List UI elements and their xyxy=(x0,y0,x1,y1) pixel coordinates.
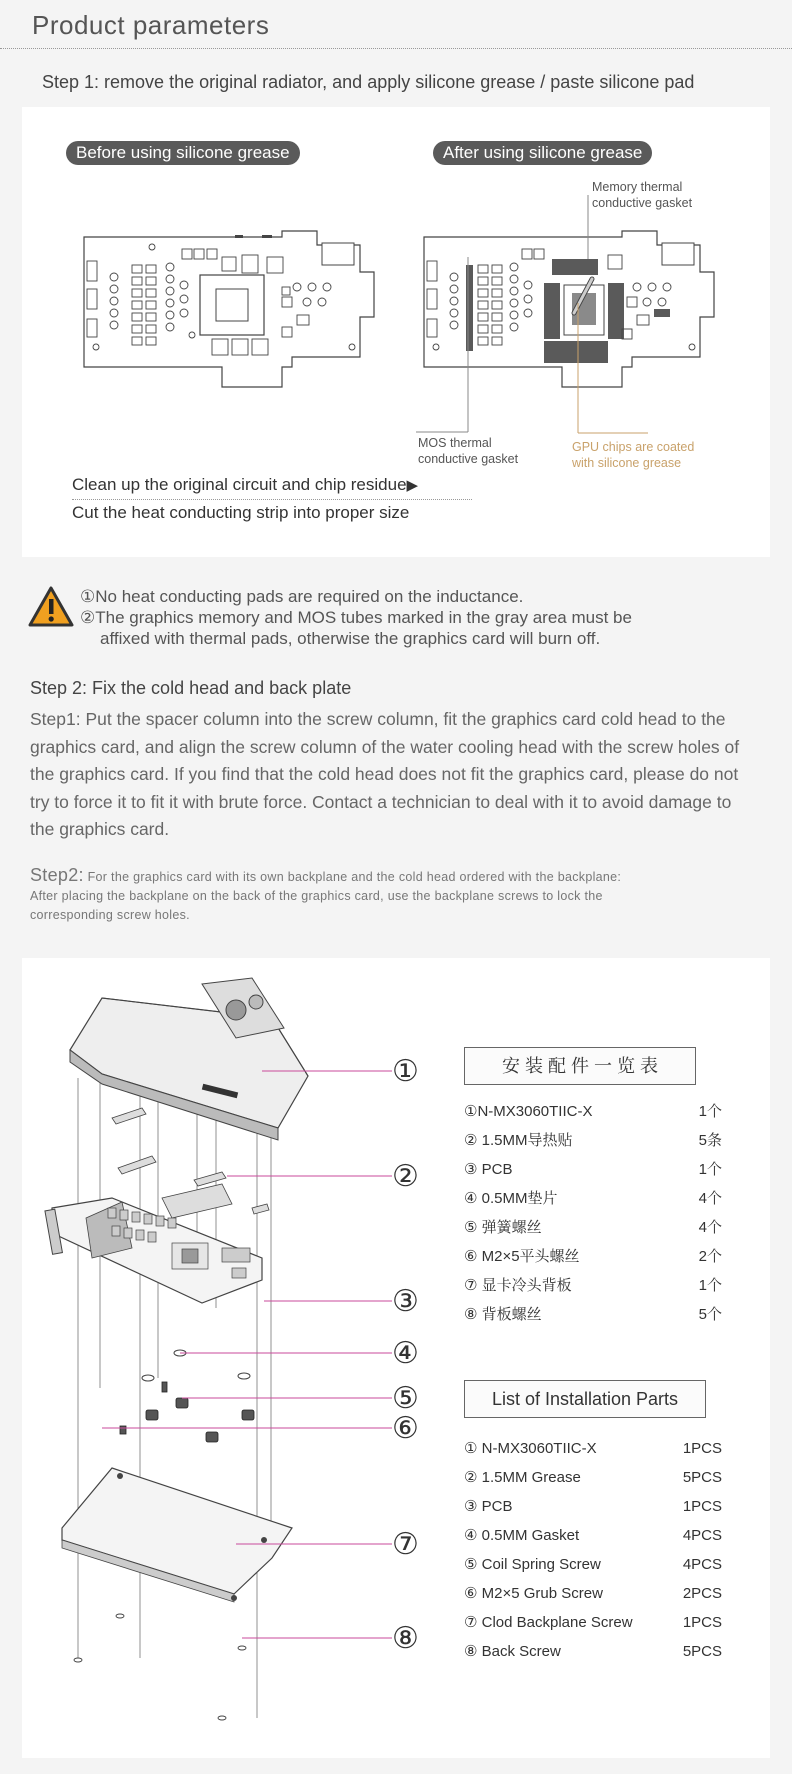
callout-8: ⑧ xyxy=(392,1622,419,1655)
cut-instruction: Cut the heat conducting strip into proper size xyxy=(72,503,410,522)
parts-en-row: ⑧ Back Screw 5PCS xyxy=(464,1643,722,1660)
parts-en-row: ② 1.5MM Grease 5PCS xyxy=(464,1469,722,1486)
warning-item-2: ②The graphics memory and MOS tubes marked in the gray area must be xyxy=(80,608,632,627)
parts-cn-row: ⑤ 弹簧螺丝 4个 xyxy=(464,1219,722,1236)
gpu-annotation: GPU chips are coated with silicone grease xyxy=(572,440,695,470)
after-label: After using silicone grease xyxy=(433,141,652,165)
parts-cn-row: ⑦ 显卡冷头背板 1个 xyxy=(464,1277,722,1294)
parts-cn-row: ③ PCB 1个 xyxy=(464,1161,722,1178)
step2-body: Step1: Put the spacer column into the screw column, fit the graphics card cold head to the graphics card, and align the screw column of the water cooling head with the screw holes of the graphics card. If you find that the cold head does not fit the graphics card, please do not try to force it to fit it with brute force. Contact a technician to deal with it to avoid damage to the graphics card. xyxy=(30,709,740,839)
parts-cn-row: ② 1.5MM导热贴 5条 xyxy=(464,1132,722,1149)
callout-3: ③ xyxy=(392,1285,419,1318)
callout-1: ① xyxy=(392,1055,419,1088)
step1-panel xyxy=(22,107,770,557)
warning-icon xyxy=(28,586,74,628)
instruction-divider xyxy=(72,499,472,500)
memory-annotation: Memory thermal conductive gasket xyxy=(592,180,693,210)
mos-annotation: MOS thermal conductive gasket xyxy=(418,436,519,466)
page-title: Product parameters xyxy=(32,10,270,40)
step2-backplane-note: Step2: For the graphics card with its own backplane and the cold head ordered with the backplane: After placing the backplane on the back of the graphics card, use the backplane screws to lock the corresponding screw holes. xyxy=(30,865,622,922)
step2-title: Step 2: Fix the cold head and back plate xyxy=(30,678,352,698)
assembly-panel xyxy=(22,958,770,1758)
warning-item-2-cont: affixed with thermal pads, otherwise the graphics card will burn off. xyxy=(100,629,601,648)
parts-cn-row: ⑧ 背板螺丝 5个 xyxy=(464,1306,722,1323)
parts-cn-row: ⑥ M2×5平头螺丝 2个 xyxy=(464,1248,722,1265)
step1-title: Step 1: remove the original radiator, and apply silicone grease / paste silicone pad xyxy=(42,72,695,92)
parts-en-row: ① N-MX3060TIIC-X 1PCS xyxy=(464,1440,722,1457)
before-label: Before using silicone grease xyxy=(66,141,300,165)
callout-2: ② xyxy=(392,1160,419,1193)
parts-en-row: ⑥ M2×5 Grub Screw 2PCS xyxy=(464,1585,722,1602)
parts-cn-title: 安 装 配 件 一 览 表 xyxy=(464,1047,696,1085)
header-divider xyxy=(0,48,792,49)
parts-en-title: List of Installation Parts xyxy=(464,1380,706,1418)
callout-7: ⑦ xyxy=(392,1528,419,1561)
clean-instruction: Clean up the original circuit and chip residue▶ xyxy=(72,475,419,494)
warning-item-1: ①No heat conducting pads are required on the inductance. xyxy=(80,587,524,606)
callout-5: ⑤ xyxy=(392,1382,419,1415)
parts-cn-row: ①N-MX3060TIIC-X 1个 xyxy=(464,1103,722,1120)
parts-en-row: ⑤ Coil Spring Screw 4PCS xyxy=(464,1556,722,1573)
parts-en-row: ⑦ Clod Backplane Screw 1PCS xyxy=(464,1614,722,1631)
parts-en-row: ④ 0.5MM Gasket 4PCS xyxy=(464,1527,722,1544)
parts-cn-row: ④ 0.5MM垫片 4个 xyxy=(464,1190,722,1207)
callout-6: ⑥ xyxy=(392,1412,419,1445)
callout-4: ④ xyxy=(392,1337,419,1370)
parts-en-row: ③ PCB 1PCS xyxy=(464,1498,722,1515)
play-arrow-icon: ▶ xyxy=(406,477,419,494)
